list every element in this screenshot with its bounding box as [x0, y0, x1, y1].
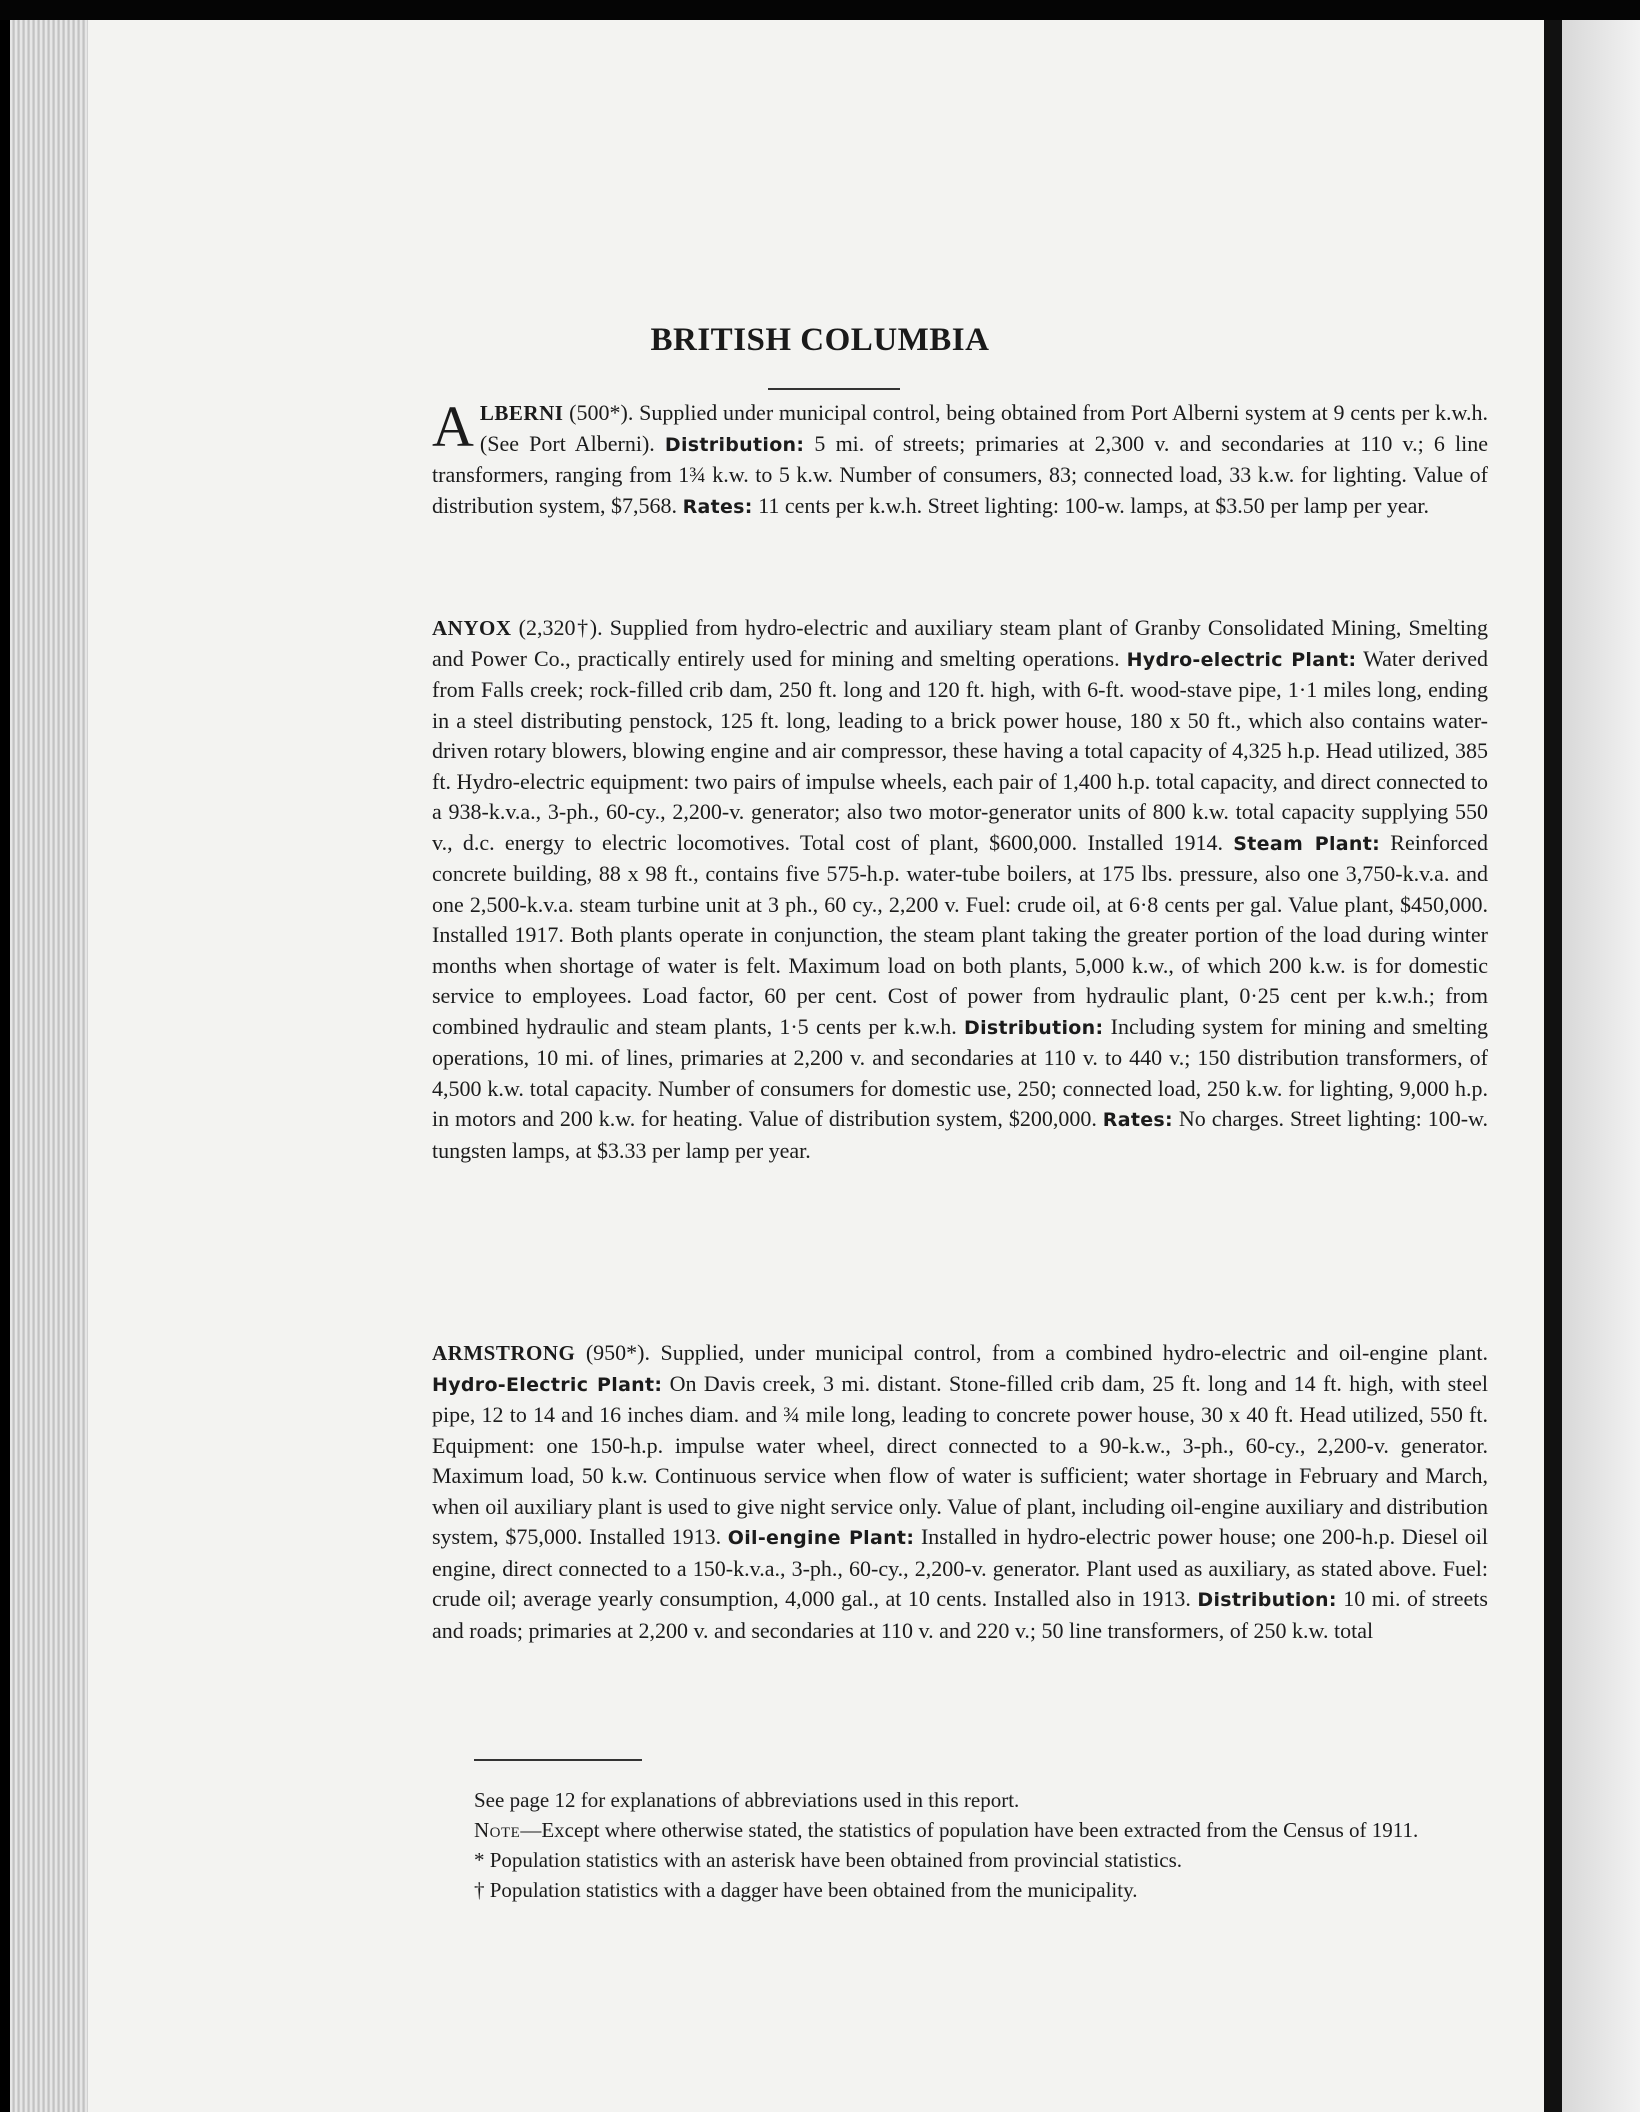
footnote-note [450, 1818, 1490, 1842]
entry-text: 10 mi. of streets and roads; primaries at 2,200 v. and secondaries at 110 v. and 220 v.; 50 line transformers, of 250 k.w. total [432, 1586, 1488, 1643]
section-heading-rates: Rates: [682, 495, 753, 518]
entry-text: Installed in hydro-electric power house; one 200-h.p. Diesel oil engine, direct connected to a 150-k.v.a., 3-ph., 60-cy., 2,200-v. generator. Plant used as auxiliary, as stated above. Fuel: crude oil; average yearly consumption, 4,000 gal., at 10 cents. Installed also in 1913. [432, 1524, 1488, 1611]
entry-anyox [432, 613, 1488, 1166]
footnote-dagger: † Population statistics with a dagger have been obtained from the municipality. [474, 1878, 1138, 1902]
entry-name: LBERNI [479, 401, 564, 425]
note-label: Note [474, 1818, 521, 1842]
entry-population: (950*). [585, 1340, 650, 1365]
section-heading-hydro-electric-plant: Hydro-Electric Plant: [432, 1373, 663, 1396]
entry-text: Supplied from hydro-electric and auxiliary steam plant of Granby Consolidated Mining, Smelting and Power Co., practically entirely used for mining and smelting operations. [432, 615, 1488, 671]
drop-cap: A [432, 394, 474, 459]
entry-population: (2,320†). [518, 615, 603, 640]
note-text: —Except where otherwise stated, the statistics of population have been extracted from the Census of 1911. [520, 1818, 1419, 1842]
entry-armstrong [432, 1338, 1488, 1646]
scan-top-border [0, 0, 1640, 20]
entry-text: No charges. Street lighting: 100-w. tungsten lamps, at $3.33 per lamp per year. [432, 1106, 1489, 1163]
section-heading-distribution: Distribution: [664, 433, 805, 456]
section-heading-steam-plant: Steam Plant: [1233, 832, 1380, 855]
footnote-rule [474, 1759, 642, 1761]
section-heading-oil-engine-plant: Oil-engine Plant: [727, 1527, 915, 1549]
entry-text: 5 mi. of streets; primaries at 2,300 v. and secondaries at 110 v.; 6 line transformers, ranging from 1¾ k.w. to 5 k.w. Number of consumers, 83; connected load, 33 k.w. for lighting. Value of distribution system, $7,568. [432, 430, 1488, 518]
page-title: BRITISH COLUMBIA [650, 322, 990, 358]
entry-name: ARMSTRONG [432, 1341, 576, 1365]
entry-text: Supplied, under municipal control, from a combined hydro-electric and oil-engine plant. [649, 1340, 1488, 1365]
entry-text: On Davis creek, 3 mi. distant. Stone-filled crib dam, 25 ft. long and 14 ft. high, with steel pipe, 12 to 14 and 16 inches diam. and ¾ mile long, leading to concrete power house, 30 x 40 ft. Head utilized, 550 ft. Equipment: one 150-h.p. impulse water wheel, direct connected to a 90-k.w., 3-ph., 60-cy., 2,200-v. generator. Maximum load, 50 k.w. Continuous service when flow of water is sufficient; water shortage in February and March, when oil auxiliary plant is used to give night service only. Value of plant, including oil-engine auxiliary and distribution system, $75,000. Installed 1913. [432, 1370, 1488, 1549]
entry-name: ANYOX [432, 616, 512, 640]
title-rule [768, 388, 900, 390]
entry-text: 11 cents per k.w.h. Street lighting: 100-w. lamps, at $3.50 per lamp per year. [752, 492, 1430, 518]
footnotes [450, 1788, 1490, 1908]
section-heading-hydro-electric-plant: Hydro-electric Plant: [1126, 648, 1357, 671]
entry-population: (500*). [569, 400, 634, 425]
entry-text: Supplied under municipal control, being obtained from Port Alberni system at 9 cents per k.w.h. (See Port Alberni). [479, 400, 1488, 456]
section-heading-rates: Rates: [1102, 1109, 1173, 1131]
footnote-asterisk: * Population statistics with an asterisk have been obtained from provincial statistics. [474, 1848, 1183, 1872]
entry-text: Reinforced concrete building, 88 x 98 ft., contains five 575-h.p. water-tube boilers, at 175 lbs. pressure, also one 3,750-k.v.a. and one 2,500-k.v.a. steam turbine unit at 3 ph., 60 cy., 2,200 v. Fuel: crude oil, at 6·8 cents per gal. Value plant, $450,000. Installed 1917. Both plants operate in conjunction, the steam plant taking the greater portion of the load during winter months when shortage of water is felt. Maximum load on both plants, 5,000 k.w., of which 200 k.w. is for domestic service to employees. Load factor, 60 per cent. Cost of power from hydraulic plant, 0·25 cent per k.w.h.; from combined hydraulic and steam plants, 1·5 cents per k.w.h. [432, 829, 1489, 1039]
section-heading-distribution: Distribution: [964, 1016, 1104, 1039]
entry-alberni [432, 394, 1488, 522]
footnote-abbreviations: See page 12 for explanations of abbreviations used in this report. [474, 1788, 1020, 1812]
entry-text: Water derived from Falls creek; rock-filled crib dam, 250 ft. long and 120 ft. high, with 6-ft. wood-stave pipe, 1·1 miles long, ending in a steel distributing penstock, 125 ft. long, leading to a brick power house, 180 x 50 ft., which also contains water-driven rotary blowers, blowing engine and air compressor, these having a total capacity of 4,325 h.p. Head utilized, 385 ft. Hydro-electric equipment: two pairs of impulse wheels, each pair of 1,400 h.p. total capacity, and direct connected to a 938-k.v.a., 3-ph., 60-cy., 2,200-v. generator; also two motor-generator units of 800 k.w. total capacity supplying 550 v., d.c. energy to electric locomotives. Total cost of plant, $600,000. Installed 1914. [432, 645, 1488, 855]
section-heading-distribution: Distribution: [1197, 1589, 1337, 1611]
entry-text: Including system for mining and smelting operations, 10 mi. of lines, primaries at 2,200 v. and secondaries at 110 v. to 440 v.; 150 distribution transformers, of 4,500 k.w. total capacity. Number of consumers for domestic use, 250; connected load, 250 k.w. for lighting, 9,000 h.p. in motors and 200 k.w. for heating. Value of distribution system, $200,000. [432, 1013, 1488, 1131]
